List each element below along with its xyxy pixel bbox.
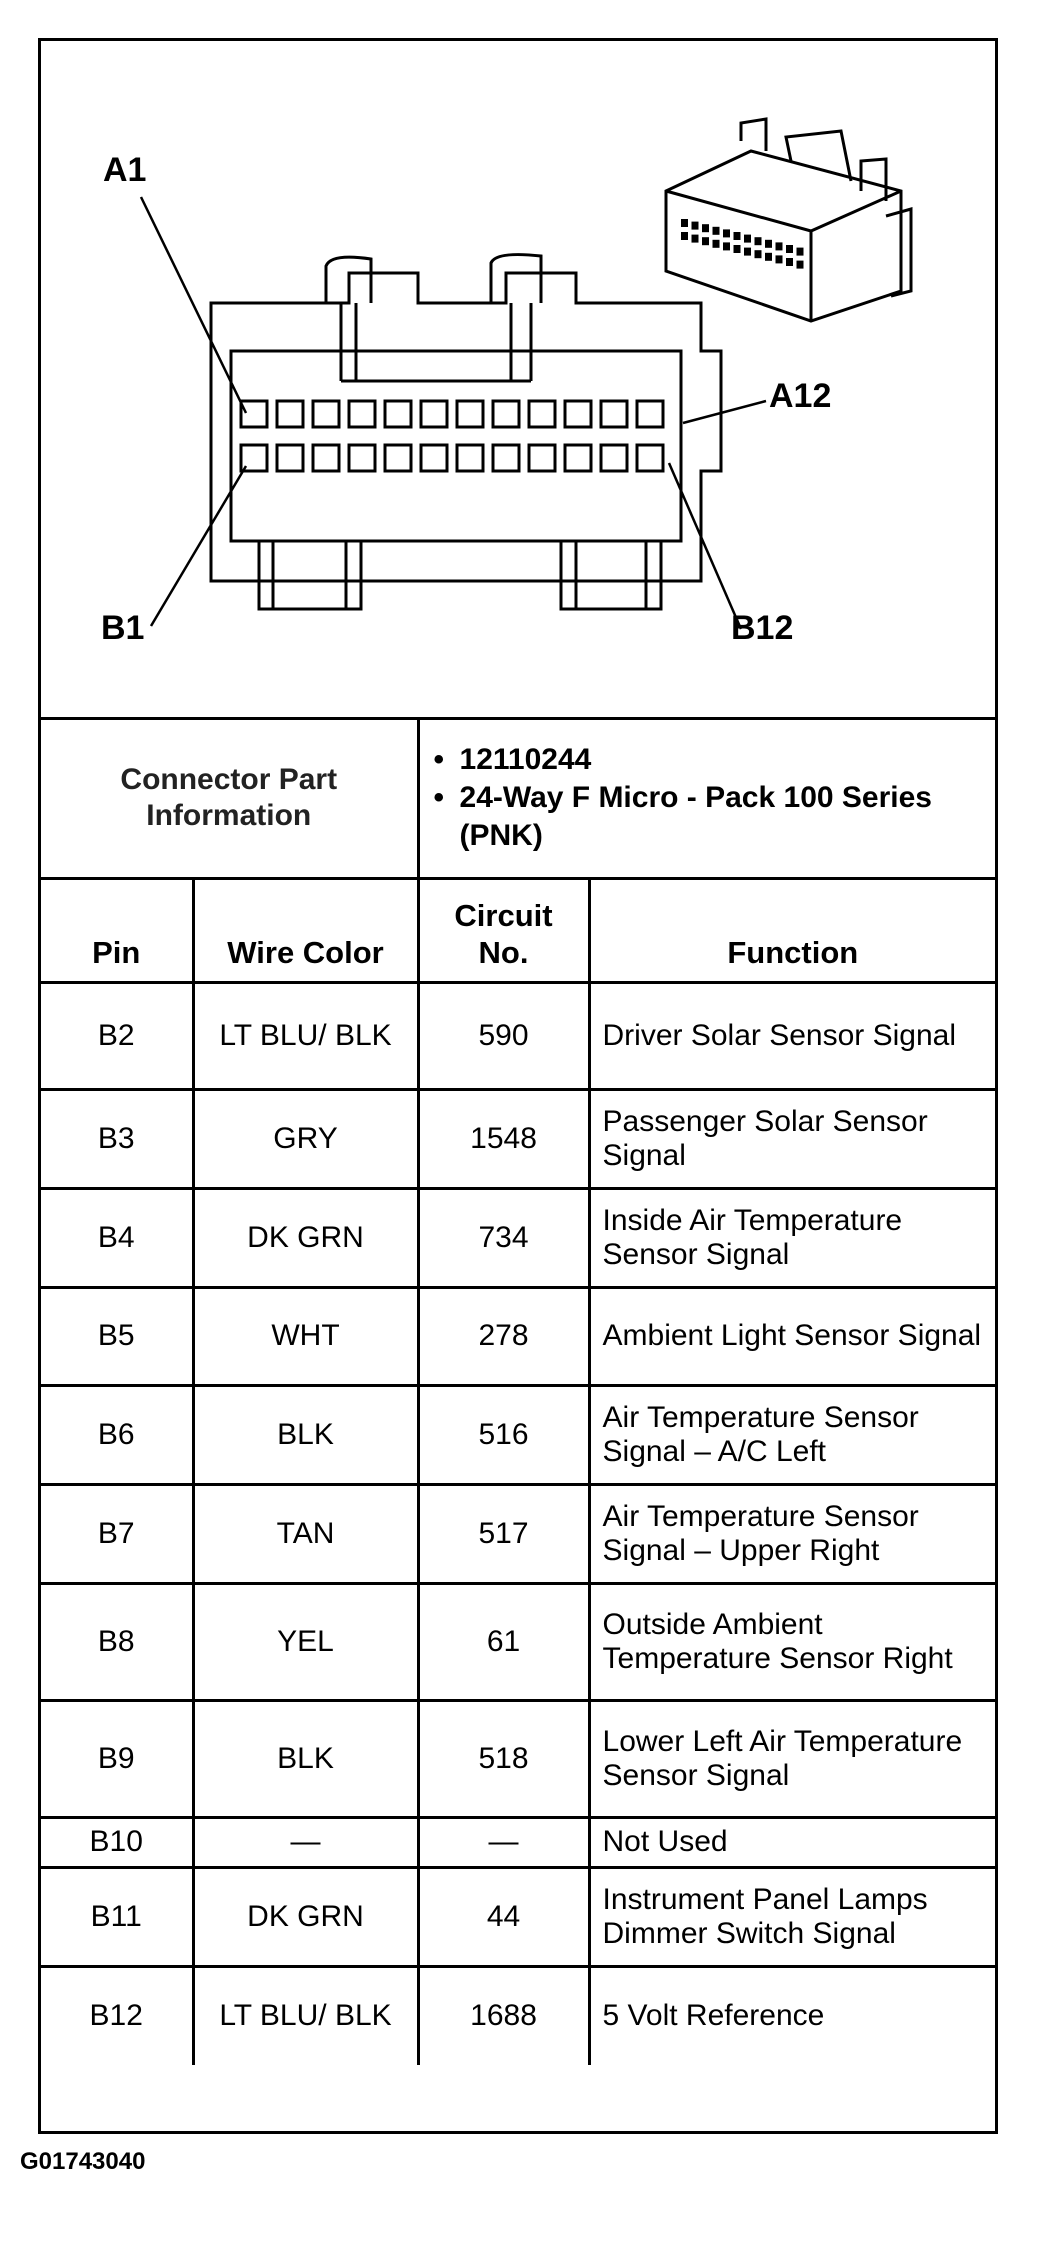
header-circuit-no: Circuit No. <box>418 878 589 982</box>
function-cell: 5 Volt Reference <box>589 1966 995 2065</box>
iso-pin-cavity <box>786 258 793 266</box>
circuit-cell: — <box>418 1817 589 1867</box>
label-a12: A12 <box>769 377 832 415</box>
pin-cavity <box>601 401 627 427</box>
iso-pin-cavity <box>723 242 730 250</box>
wire-color-cell: DK GRN <box>193 1867 418 1966</box>
pin-cavity <box>565 445 591 471</box>
table-row <box>41 1484 995 1583</box>
header-row <box>41 878 995 982</box>
pin-cavity <box>313 401 339 427</box>
iso-pin-cavity <box>776 242 783 250</box>
header-wire-color: Wire Color <box>193 878 418 982</box>
wire-color-cell: DK GRN <box>193 1188 418 1287</box>
iso-pin-cavity <box>744 248 751 256</box>
pin-cell: B9 <box>41 1700 193 1817</box>
iso-pin-cavity <box>744 235 751 243</box>
circuit-cell: 516 <box>418 1385 589 1484</box>
pin-cavity <box>529 401 555 427</box>
table-row <box>41 1287 995 1385</box>
table-row <box>41 1817 995 1867</box>
connector-sheet <box>38 38 998 2134</box>
function-cell: Not Used <box>589 1817 995 1867</box>
function-cell: Passenger Solar Sensor Signal <box>589 1089 995 1188</box>
pin-cell: B10 <box>41 1817 193 1867</box>
table-row <box>41 1188 995 1287</box>
circuit-cell: 590 <box>418 982 589 1089</box>
iso-pin-cavity <box>713 227 720 235</box>
function-cell: Air Temperature Sensor Signal – A/C Left <box>589 1385 995 1484</box>
pin-cell: B5 <box>41 1287 193 1385</box>
pin-cell: B7 <box>41 1484 193 1583</box>
circuit-cell: 1548 <box>418 1089 589 1188</box>
pin-cavity <box>637 445 663 471</box>
pin-cavity <box>313 445 339 471</box>
iso-pin-cavity <box>797 248 804 256</box>
figure-code: G01743040 <box>20 2148 146 2175</box>
pin-cell: B6 <box>41 1385 193 1484</box>
connector-info-label: Connector Part Information <box>41 720 418 878</box>
iso-pin-cavity <box>702 224 709 232</box>
iso-pin-cavity <box>692 235 699 243</box>
function-cell: Driver Solar Sensor Signal <box>589 982 995 1089</box>
circuit-cell: 518 <box>418 1700 589 1817</box>
function-cell: Instrument Panel Lamps Dimmer Switch Signal <box>589 1867 995 1966</box>
table-row <box>41 1867 995 1966</box>
pin-cell: B8 <box>41 1583 193 1700</box>
label-a1: A1 <box>103 151 147 189</box>
iso-pin-cavity <box>713 240 720 248</box>
connector-info-row <box>41 720 995 878</box>
circuit-cell: 278 <box>418 1287 589 1385</box>
circuit-cell: 44 <box>418 1867 589 1966</box>
wire-color-cell: YEL <box>193 1583 418 1700</box>
iso-pin-cavity <box>797 261 804 269</box>
pin-cavity <box>277 401 303 427</box>
pin-cavity <box>493 401 519 427</box>
wire-color-cell: LT BLU/ BLK <box>193 982 418 1089</box>
wire-color-cell: BLK <box>193 1385 418 1484</box>
header-pin: Pin <box>41 878 193 982</box>
pin-cell: B11 <box>41 1867 193 1966</box>
iso-pin-cavity <box>786 245 793 253</box>
pin-cavity <box>637 401 663 427</box>
function-cell: Lower Left Air Temperature Sensor Signal <box>589 1700 995 1817</box>
pin-cavity <box>421 445 447 471</box>
pin-cavity <box>565 401 591 427</box>
circuit-cell: 517 <box>418 1484 589 1583</box>
function-cell: Inside Air Temperature Sensor Signal <box>589 1188 995 1287</box>
pin-cavity <box>493 445 519 471</box>
connector-info-item: • 24-Way F Micro - Pack 100 Series (PNK) <box>433 781 932 853</box>
table-row <box>41 1966 995 2065</box>
pin-cell: B4 <box>41 1188 193 1287</box>
iso-pin-cavity <box>765 253 772 261</box>
pin-cavity <box>457 401 483 427</box>
circuit-cell: 61 <box>418 1583 589 1700</box>
iso-pin-cavity <box>755 250 762 258</box>
table-row <box>41 1583 995 1700</box>
pin-cavity <box>601 445 627 471</box>
bullet-icon: • <box>433 781 445 815</box>
iso-pin-cavity <box>681 232 688 240</box>
table-row <box>41 1700 995 1817</box>
connector-drawing <box>41 41 995 717</box>
wire-color-cell: — <box>193 1817 418 1867</box>
pinout-table <box>41 720 995 2065</box>
wire-color-cell: GRY <box>193 1089 418 1188</box>
function-cell: Ambient Light Sensor Signal <box>589 1287 995 1385</box>
label-b12: B12 <box>731 609 794 647</box>
iso-pin-cavity <box>702 237 709 245</box>
header-function: Function <box>589 878 995 982</box>
label-b1: B1 <box>101 609 145 647</box>
pin-cavity <box>385 401 411 427</box>
function-cell: Outside Ambient Temperature Sensor Right <box>589 1583 995 1700</box>
table-row <box>41 1385 995 1484</box>
pin-cell: B3 <box>41 1089 193 1188</box>
pin-cavity <box>349 445 375 471</box>
iso-pin-cavity <box>734 245 741 253</box>
connector-diagram <box>41 41 995 720</box>
circuit-cell: 1688 <box>418 1966 589 2065</box>
table-row <box>41 1089 995 1188</box>
connector-info-item: • 12110244 <box>434 741 986 779</box>
pin-cavity <box>349 401 375 427</box>
pin-cavity <box>421 401 447 427</box>
iso-pin-cavity <box>723 229 730 237</box>
pin-cell: B12 <box>41 1966 193 2065</box>
pin-cavity <box>241 401 267 427</box>
wire-color-cell: BLK <box>193 1700 418 1817</box>
iso-pin-cavity <box>776 255 783 263</box>
pin-cavity <box>457 445 483 471</box>
function-cell: Air Temperature Sensor Signal – Upper Right <box>589 1484 995 1583</box>
wire-color-cell: LT BLU/ BLK <box>193 1966 418 2065</box>
iso-pin-cavity <box>681 219 688 227</box>
bullet-icon: • <box>433 743 445 777</box>
wire-color-cell: WHT <box>193 1287 418 1385</box>
connector-info-list <box>418 720 995 878</box>
pin-cell: B2 <box>41 982 193 1089</box>
iso-pin-cavity <box>755 237 762 245</box>
pin-cavity <box>385 445 411 471</box>
wire-color-cell: TAN <box>193 1484 418 1583</box>
iso-pin-cavity <box>692 222 699 230</box>
pin-cavity <box>277 445 303 471</box>
iso-pin-cavity <box>765 240 772 248</box>
table-row <box>41 982 995 1089</box>
iso-pin-cavity <box>734 232 741 240</box>
circuit-cell: 734 <box>418 1188 589 1287</box>
pin-cavity <box>529 445 555 471</box>
